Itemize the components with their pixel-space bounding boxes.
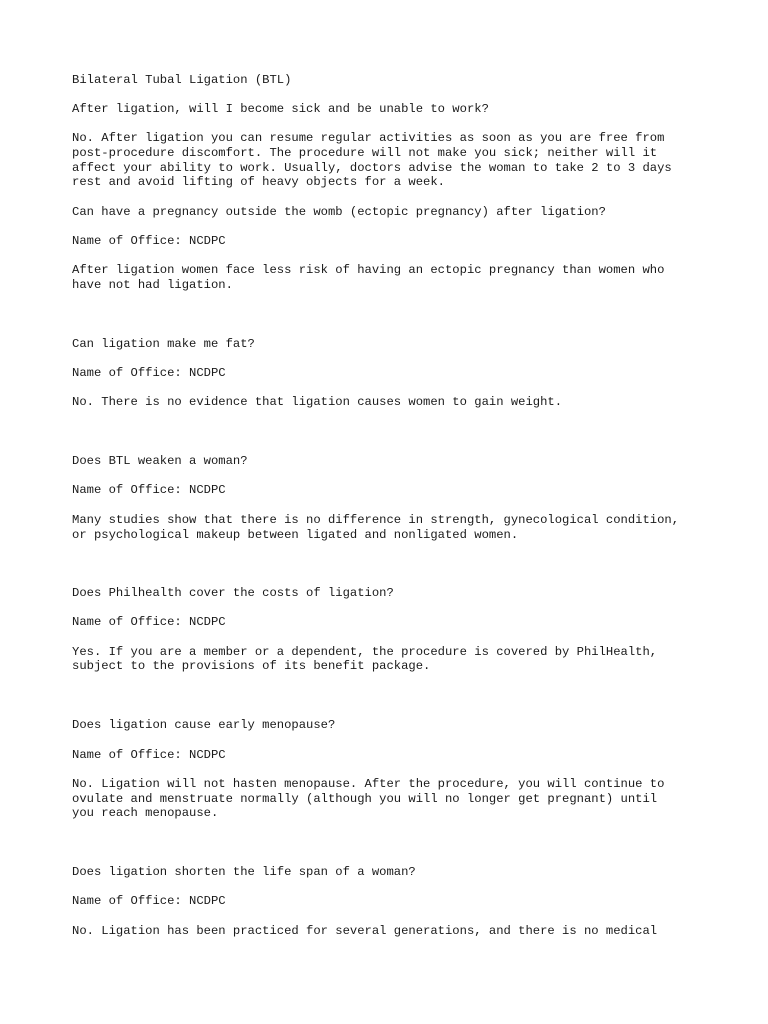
faq-question: Does BTL weaken a woman?	[72, 454, 248, 468]
faq-question: Can ligation make me fat?	[72, 337, 255, 351]
faq-question: Can have a pregnancy outside the womb (ectopic pregnancy) after ligation?	[72, 205, 606, 219]
faq-answer-line: have not had ligation.	[72, 278, 233, 292]
faq-answer-line: post-procedure discomfort. The procedure will not make you sick; neither will it	[72, 146, 658, 160]
faq-answer-line: rest and avoid lifting of heavy objects for a week.	[72, 175, 445, 189]
office-name: Name of Office: NCDPC	[72, 894, 226, 908]
faq-answer-line: affect your ability to work. Usually, doctors advise the woman to take 2 to 3 days	[72, 161, 672, 175]
faq-question: After ligation, will I become sick and be unable to work?	[72, 102, 489, 116]
faq-answer-line: Many studies show that there is no difference in strength, gynecological condition,	[72, 513, 680, 527]
faq-answer-line: No. Ligation will not hasten menopause. After the procedure, you will continue to	[72, 777, 665, 791]
faq-answer-line: No. After ligation you can resume regular activities as soon as you are free from	[72, 131, 665, 145]
faq-answer-line: you reach menopause.	[72, 806, 219, 820]
faq-answer-line: ovulate and menstruate normally (although you will no longer get pregnant) until	[72, 792, 658, 806]
office-name: Name of Office: NCDPC	[72, 366, 226, 380]
faq-answer-line: Yes. If you are a member or a dependent, the procedure is covered by PhilHealth,	[72, 645, 658, 659]
faq-answer-line: or psychological makeup between ligated and nonligated women.	[72, 528, 519, 542]
office-name: Name of Office: NCDPC	[72, 483, 226, 497]
faq-answer-line: After ligation women face less risk of having an ectopic pregnancy than women who	[72, 263, 665, 277]
office-name: Name of Office: NCDPC	[72, 748, 226, 762]
faq-question: Does ligation cause early menopause?	[72, 718, 336, 732]
faq-answer-line: No. There is no evidence that ligation causes women to gain weight.	[72, 395, 563, 409]
office-name: Name of Office: NCDPC	[72, 615, 226, 629]
faq-answer-line: subject to the provisions of its benefit package.	[72, 659, 431, 673]
office-name: Name of Office: NCDPC	[72, 234, 226, 248]
faq-question: Does Philhealth cover the costs of ligation?	[72, 586, 394, 600]
faq-question: Does ligation shorten the life span of a woman?	[72, 865, 416, 879]
faq-answer-line: No. Ligation has been practiced for several generations, and there is no medical	[72, 924, 658, 938]
document-title: Bilateral Tubal Ligation (BTL)	[72, 73, 292, 87]
